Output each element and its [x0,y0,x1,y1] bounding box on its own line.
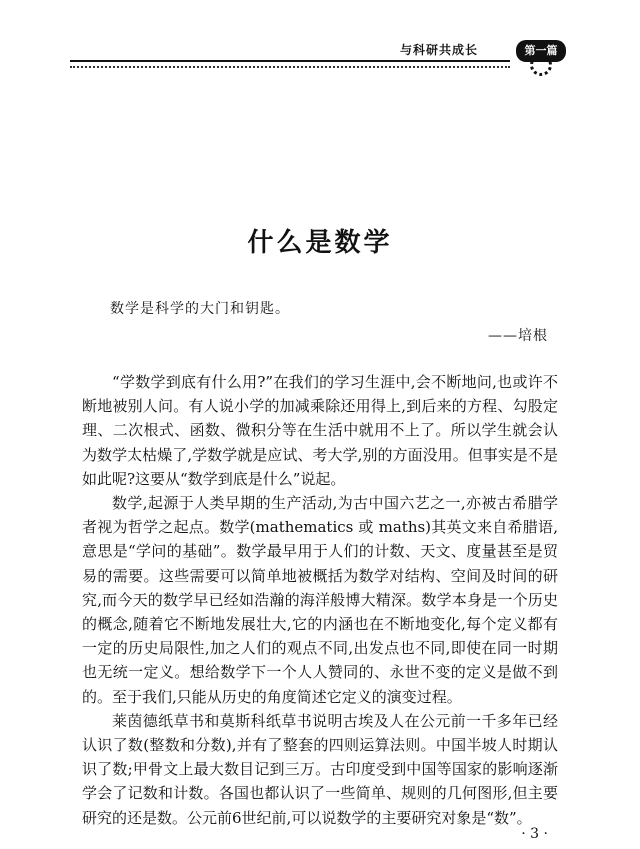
running-header [70,28,570,78]
epigraph: 数学是科学的大门和钥匙。 [110,301,290,317]
article-title: 什么是数学 [247,228,393,258]
epigraph-attribution: ——培根 [488,328,548,344]
part-badge-label: 第一篇 [524,44,558,57]
header-rule [70,60,510,62]
gear-icon [530,54,552,76]
paragraph-3: 莱茵德纸草书和莫斯科纸草书说明古埃及人在公元前一千多年已经认识了数(整数和分数),并有了整套的四则运算法则。中国半坡人时期认识了数;甲骨文上最大数目记到三万。古印度受到中国等国家的影响逐渐学会了记数和计数。各国也都认识了一些简单、规则的几何图形,但主要研究的还是数。公元前6世纪前,可以说数学的主要研究对象是“数”。 [82,711,558,827]
page-number: · 3 · [521,826,548,842]
header-dotted-rule [70,66,510,68]
paragraph-1: “学数学到底有什么用?”在我们的学习生涯中,会不断地问,也或许不断地被别人问。有人说小学的加减乘除还用得上,到后来的方程、勾股定理、二次根式、函数、微积分等在生活中就用不上了。所以学生就会认为数学太枯燥了,学数学就是应试、考大学,别的方面没用。但事实是不是如此呢?这要从“数学到底是什么”说起。 [82,373,558,488]
running-title: 与科研共成长 [399,43,478,57]
paragraph-2: 数学,起源于人类早期的生产活动,为古中国六艺之一,亦被古希腊学者视为哲学之起点。数学(mathematics 或 maths)其英文来自希腊语,意思是“学问的基础”。数学最早用于人们的计数、天文、度量甚至是贸易的需要。这些需要可以简单地被概括为数学对结构、空间及时间的研究,而今天的数学早已经如浩瀚的海洋般博大精深。数学本身是一个历史的概念,随着它不断地发展壮大,它的内涵也在不断地变化,每个定义都有一定的历史局限性,加之人们的观点不同,出发点也不同,即使在同一时期也无统一定义。想给数学下一个人人赞同的、永世不变的定义是做不到的。至于我们,只能从历史的角度简述它定义的演变过程。 [82,494,558,706]
article-body [82,370,558,830]
part-badge [512,28,570,78]
